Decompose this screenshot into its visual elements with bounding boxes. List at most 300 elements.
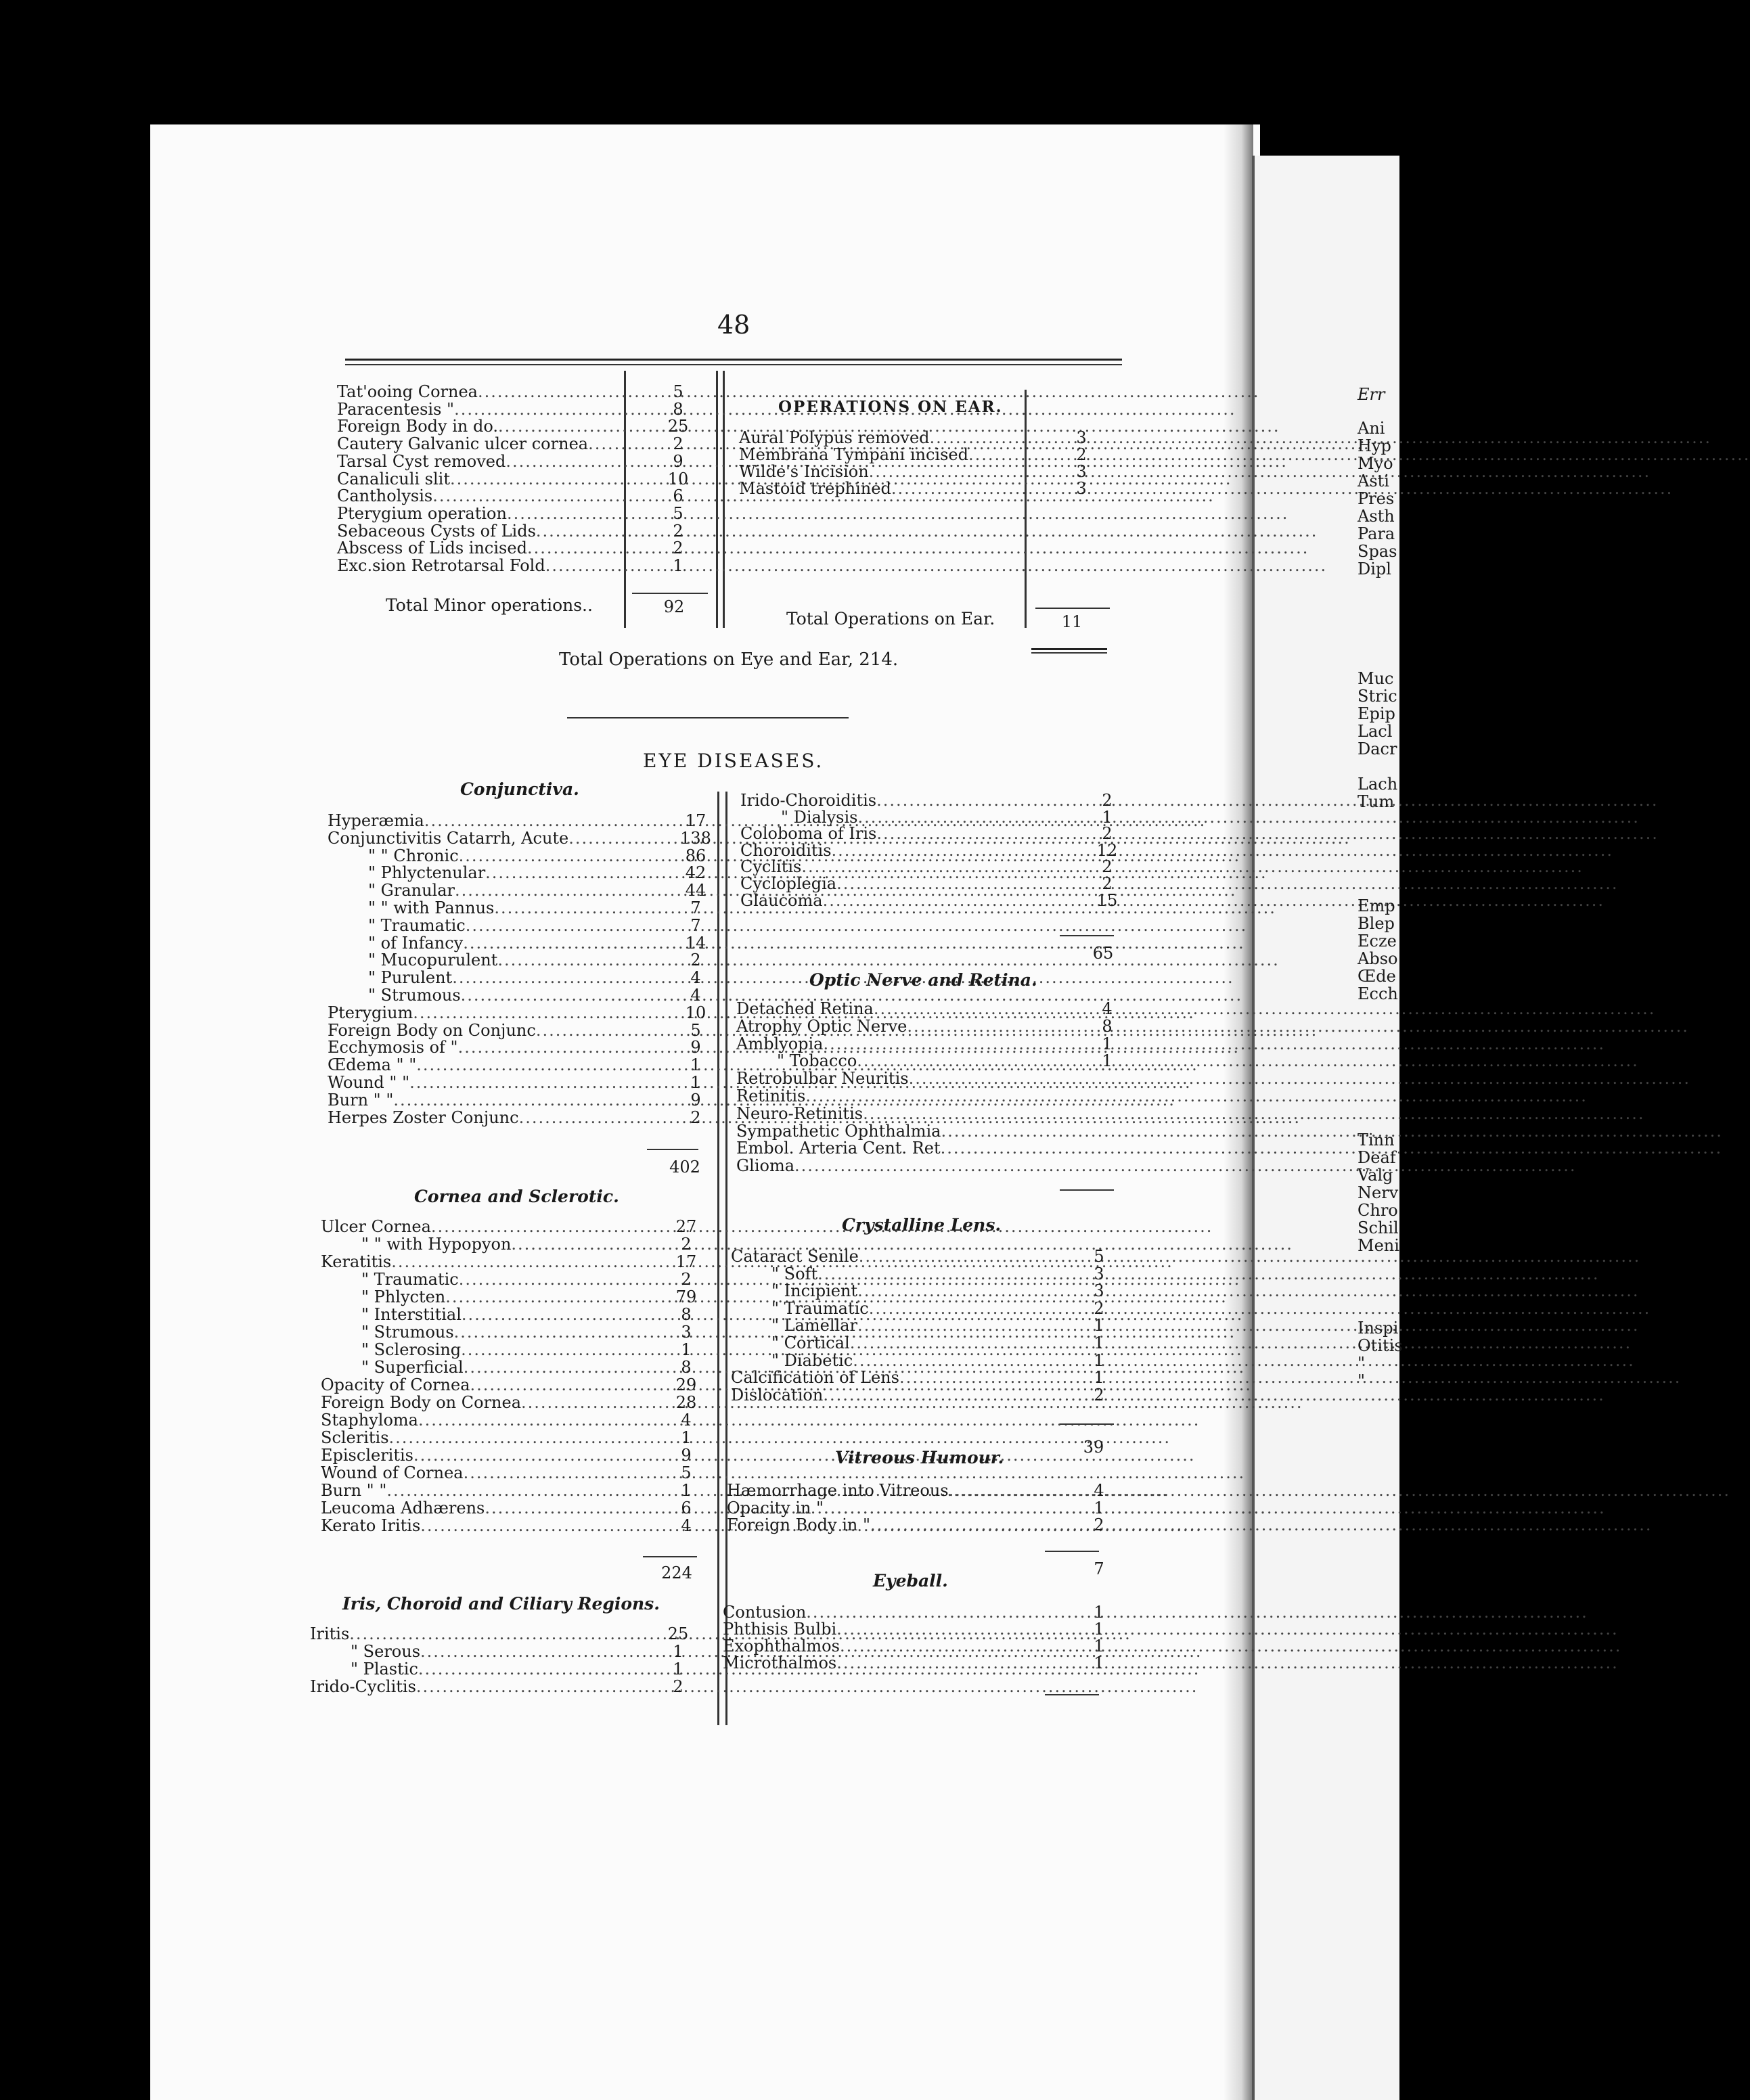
adjacent-page-fragment: Nerv xyxy=(1358,1183,1399,1202)
item-label: " Serous xyxy=(351,1642,421,1661)
list-item xyxy=(321,1359,642,1376)
dot-leader xyxy=(497,951,1279,969)
item-label: " Diabetic xyxy=(771,1350,853,1370)
item-label: Coloboma of Iris xyxy=(740,824,877,844)
list-item xyxy=(337,487,614,505)
list-item xyxy=(740,875,1061,892)
item-label: Burn " " xyxy=(328,1090,394,1110)
item-label: Exophthalmos xyxy=(723,1637,840,1656)
item-value: 2 xyxy=(681,1235,692,1254)
item-label: Conjunctivitis Catarrh, Acute xyxy=(328,828,569,848)
item-value: 1 xyxy=(673,1642,683,1661)
item-value: 7 xyxy=(690,898,701,917)
item-value: 3 xyxy=(1076,479,1087,498)
list-item xyxy=(328,1056,646,1074)
list-item xyxy=(740,858,1061,875)
item-label: Hyperæmia xyxy=(328,811,424,830)
list-item xyxy=(321,1482,642,1499)
dot-leader xyxy=(507,505,1288,522)
list-item xyxy=(328,986,646,1004)
item-label: Œdema " " xyxy=(328,1055,417,1075)
item-value: 7 xyxy=(690,915,701,935)
item-value: 79 xyxy=(675,1287,697,1306)
adjacent-page-fragment: Schil xyxy=(1358,1218,1399,1237)
item-label: Cautery Galvanic ulcer cornea xyxy=(337,434,589,454)
list-item xyxy=(731,1248,1053,1265)
adjacent-page-fragment: Dacr xyxy=(1358,739,1397,758)
dot-leader xyxy=(836,1654,1618,1672)
list-item xyxy=(337,470,614,488)
dot-leader xyxy=(859,1248,1640,1265)
dot-leader xyxy=(857,808,1639,826)
list-item xyxy=(736,1105,1058,1122)
dot-leader xyxy=(389,1429,1171,1446)
item-label: " Incipient xyxy=(771,1281,858,1301)
item-value: 86 xyxy=(685,846,706,865)
item-label: Foreign Body in do. xyxy=(337,417,499,436)
item-label: " of Infancy xyxy=(368,933,464,953)
item-value: 10 xyxy=(667,469,689,488)
eye-diseases-title: EYE DISEASES. xyxy=(643,750,824,772)
iris-total: 65 xyxy=(1092,944,1114,963)
item-label: Burn " " xyxy=(321,1481,387,1500)
item-label: Iritis xyxy=(310,1624,350,1643)
lens-total-rule xyxy=(1060,1423,1114,1425)
list-item xyxy=(328,864,646,882)
ear-double-rule-b xyxy=(1031,652,1107,654)
dot-leader xyxy=(840,1637,1621,1655)
list-item xyxy=(328,951,646,969)
list-item xyxy=(736,1070,1058,1087)
item-label: Contusion xyxy=(723,1603,807,1622)
list-item xyxy=(321,1394,642,1411)
item-label: " Sclerosing xyxy=(361,1340,462,1359)
list-item xyxy=(321,1253,642,1271)
dot-leader xyxy=(836,1620,1618,1638)
dot-leader xyxy=(949,1482,1730,1499)
item-label: " Purulent xyxy=(368,968,453,988)
item-label: Foreign Body in " xyxy=(727,1515,871,1535)
item-value: 2 xyxy=(1094,1515,1104,1535)
item-value: 5 xyxy=(681,1463,692,1482)
item-value: 42 xyxy=(685,863,706,883)
list-item xyxy=(337,539,614,557)
list-item xyxy=(736,1157,1058,1174)
adjacent-page-fragment: Tinn xyxy=(1358,1131,1395,1149)
adjacent-page-fragment: Valg xyxy=(1358,1166,1393,1185)
item-label: " Traumatic xyxy=(368,915,466,935)
item-value: 3 xyxy=(1076,428,1087,447)
list-item xyxy=(328,1109,646,1126)
adjacent-page-fragment: Para xyxy=(1358,524,1395,543)
adjacent-page-fragment: Deaf xyxy=(1358,1148,1396,1167)
list-item xyxy=(310,1678,635,1695)
adjacent-page-fragment: Myo xyxy=(1358,454,1393,473)
adjacent-page-fragment: Ecch xyxy=(1358,984,1398,1003)
item-label: Opacity in " xyxy=(727,1498,824,1517)
item-value: 2 xyxy=(1076,445,1087,464)
page-number: 48 xyxy=(717,310,750,340)
item-value: 6 xyxy=(681,1499,692,1517)
item-value: 1 xyxy=(1102,1051,1113,1071)
item-label: Aural Polypus removed xyxy=(739,428,930,447)
dot-leader xyxy=(823,892,1605,909)
item-label: " Strumous xyxy=(361,1323,454,1342)
item-label: Kerato Iritis xyxy=(321,1516,421,1535)
minor-total-label: Total Minor operations.. xyxy=(386,595,593,615)
dot-leader xyxy=(857,1282,1639,1300)
item-value: 9 xyxy=(690,1038,701,1057)
dot-leader xyxy=(805,1087,1587,1105)
item-value: 2 xyxy=(681,1270,692,1289)
list-item xyxy=(328,1038,646,1056)
list-item xyxy=(739,429,1015,447)
list-item xyxy=(328,899,646,917)
item-value: 1 xyxy=(1094,1637,1104,1656)
item-label: Hæmorrhage into Vitreous xyxy=(727,1481,949,1500)
ear-total-label: Total Operations on Ear. xyxy=(786,609,995,629)
dot-leader xyxy=(941,1139,1722,1157)
ear-double-rule xyxy=(1031,648,1107,650)
minor-total-rule xyxy=(632,593,708,594)
item-label: Wound of Cornea xyxy=(321,1463,464,1482)
item-value: 27 xyxy=(675,1217,697,1236)
item-label: Opacity of Cornea xyxy=(321,1375,470,1394)
list-item xyxy=(731,1369,1053,1386)
list-item xyxy=(328,917,646,934)
item-value: 10 xyxy=(685,1003,706,1022)
list-item xyxy=(739,463,1015,480)
grand-total: Total Operations on Eye and Ear, 214. xyxy=(559,649,899,670)
top-rule-inner xyxy=(345,364,1122,365)
adjacent-page-fragment: Err xyxy=(1358,385,1385,404)
adjacent-page-fragment: Lacl xyxy=(1358,722,1393,741)
item-label: " " Chronic xyxy=(368,846,459,865)
item-label: Phthisis Bulbi xyxy=(723,1620,837,1639)
item-label: Glioma xyxy=(736,1156,795,1176)
list-item xyxy=(328,1004,646,1022)
list-item xyxy=(731,1317,1053,1334)
item-value: 8 xyxy=(1102,1016,1113,1036)
item-label: " " with Pannus xyxy=(368,898,495,917)
item-value: 1 xyxy=(673,556,683,575)
ear-heading: OPERATIONS ON EAR. xyxy=(778,398,1003,416)
list-item xyxy=(727,1482,1050,1499)
vitreous-total: 7 xyxy=(1094,1559,1104,1578)
item-value: 17 xyxy=(675,1252,697,1271)
item-label: " Tobacco xyxy=(777,1051,857,1071)
item-value: 2 xyxy=(673,1677,683,1696)
item-value: 1 xyxy=(1094,1316,1104,1336)
item-label: Cantholysis xyxy=(337,486,433,506)
adjacent-page-fragment: Ecze xyxy=(1358,932,1397,951)
item-value: 1 xyxy=(681,1481,692,1500)
conjunctiva-total: 402 xyxy=(669,1158,700,1177)
list-item xyxy=(736,1087,1058,1105)
list-item xyxy=(321,1517,642,1534)
list-item xyxy=(740,792,1061,809)
list-item xyxy=(337,417,614,435)
list-item xyxy=(321,1499,642,1517)
item-label: " Lamellar xyxy=(771,1316,858,1336)
item-label: Foreign Body on Conjunc xyxy=(328,1020,536,1040)
dot-leader xyxy=(431,1218,1213,1235)
adjacent-page-fragment: Lach xyxy=(1358,775,1398,794)
adjacent-page-fragment: Dipl xyxy=(1358,560,1391,578)
list-item xyxy=(337,557,614,574)
cornea-total-rule xyxy=(643,1556,697,1557)
item-label: Leucoma Adhærens xyxy=(321,1499,485,1517)
item-value: 8 xyxy=(681,1358,692,1377)
adjacent-page-fragment: Asti xyxy=(1358,472,1389,490)
list-item xyxy=(740,825,1061,842)
dot-leader xyxy=(794,1157,1576,1174)
dot-leader xyxy=(869,1300,1651,1317)
eyeball-end-rule xyxy=(1045,1694,1099,1695)
item-label: " Traumatic xyxy=(771,1298,869,1318)
item-label: Detached Retina xyxy=(736,999,874,1018)
item-label: Scleritis xyxy=(321,1428,389,1447)
item-value: 2 xyxy=(673,539,683,558)
list-item xyxy=(321,1341,642,1359)
cornea-title: Cornea and Sclerotic. xyxy=(414,1187,619,1206)
item-value: 2 xyxy=(1102,857,1113,877)
item-label: Microthalmos xyxy=(723,1653,837,1672)
list-item xyxy=(731,1282,1053,1300)
item-label: " " with Hypopyon xyxy=(361,1235,512,1254)
dot-leader xyxy=(418,1411,1200,1429)
item-value: 1 xyxy=(681,1340,692,1359)
dot-leader xyxy=(536,522,1318,540)
item-label: " Traumatic xyxy=(361,1270,459,1289)
list-item xyxy=(723,1637,1046,1655)
conjunctiva-title: Conjunctiva. xyxy=(460,779,579,799)
adjacent-page-fragment: Œde xyxy=(1358,967,1396,986)
item-value: 1 xyxy=(690,1073,701,1092)
item-label: " Strumous xyxy=(368,986,461,1005)
list-item xyxy=(337,383,614,401)
conjunctiva-total-rule xyxy=(647,1149,698,1150)
item-value: 2 xyxy=(690,951,701,970)
dot-leader xyxy=(806,1603,1588,1621)
list-item xyxy=(321,1306,642,1323)
item-value: 4 xyxy=(681,1516,692,1535)
item-value: 1 xyxy=(1094,1350,1104,1370)
list-item xyxy=(337,453,614,470)
list-item xyxy=(328,882,646,899)
item-label: Herpes Zoster Conjunc xyxy=(328,1108,519,1127)
item-label: Staphyloma xyxy=(321,1411,418,1430)
item-value: 3 xyxy=(1094,1281,1104,1301)
optic-total-rule xyxy=(1060,1189,1114,1191)
dot-leader xyxy=(824,1499,1605,1517)
item-value: 9 xyxy=(690,1090,701,1110)
item-value: 1 xyxy=(1094,1653,1104,1672)
list-item xyxy=(321,1235,642,1253)
dot-leader xyxy=(416,1678,1198,1695)
item-value: 12 xyxy=(1096,840,1118,860)
ear-total-value: 11 xyxy=(1061,612,1083,631)
item-value: 4 xyxy=(690,986,701,1005)
vitreous-title: Vitreous Humour. xyxy=(835,1448,1004,1467)
item-value: 2 xyxy=(1102,874,1113,893)
item-value: 9 xyxy=(681,1446,692,1465)
minor-total-value: 92 xyxy=(663,597,685,616)
list-item xyxy=(328,1091,646,1109)
item-label: Episcleritis xyxy=(321,1446,413,1465)
item-value: 1 xyxy=(1094,1603,1104,1622)
item-label: Ulcer Cornea xyxy=(321,1217,431,1236)
adjacent-page-fragment: Abso xyxy=(1358,949,1398,968)
item-label: Pterygium xyxy=(328,1003,413,1022)
item-label: Calcification of Lens xyxy=(731,1368,899,1388)
adjacent-page-fragment: Otitis xyxy=(1358,1336,1403,1355)
list-item xyxy=(731,1334,1053,1352)
item-value: 8 xyxy=(681,1305,692,1324)
item-label: Retinitis xyxy=(736,1087,806,1105)
eyeball-title: Eyeball. xyxy=(873,1571,948,1591)
item-value: 1 xyxy=(1102,807,1113,827)
dot-leader xyxy=(857,1052,1638,1070)
list-item xyxy=(736,1035,1058,1053)
item-label: " Plastic xyxy=(351,1660,418,1679)
item-value: 1 xyxy=(681,1428,692,1447)
item-label: Irido-Cyclitis xyxy=(310,1677,416,1696)
list-item xyxy=(321,1464,642,1482)
item-label: Cataract Senile xyxy=(731,1247,859,1266)
list-item xyxy=(337,522,614,540)
item-value: 3 xyxy=(681,1323,692,1342)
list-item xyxy=(328,1074,646,1091)
list-item xyxy=(328,847,646,865)
item-label: Retrobulbar Neuritis xyxy=(736,1069,909,1089)
iris-title: Iris, Choroid and Ciliary Regions. xyxy=(342,1594,660,1614)
item-label: Wound " " xyxy=(328,1073,410,1092)
item-label: " Phlycten xyxy=(361,1287,446,1306)
item-label: Glaucoma xyxy=(740,890,823,910)
list-item xyxy=(736,1018,1058,1035)
item-value: 25 xyxy=(667,417,689,436)
item-label: " Phlyctenular xyxy=(368,863,486,883)
list-item xyxy=(723,1620,1046,1638)
item-value: 17 xyxy=(685,811,706,830)
adjacent-page-fragment: Muc xyxy=(1358,669,1394,688)
list-item xyxy=(736,1052,1058,1070)
dot-leader xyxy=(527,539,1309,557)
item-label: Cyclitis xyxy=(740,857,802,877)
item-label: Exc.sion Retrotarsal Fold xyxy=(337,556,545,575)
item-value: 2 xyxy=(1094,1298,1104,1318)
list-item xyxy=(321,1323,642,1341)
list-item xyxy=(328,829,646,847)
list-item xyxy=(328,1022,646,1039)
dot-leader xyxy=(899,1369,1681,1386)
list-item xyxy=(740,842,1061,859)
item-label: Dislocation xyxy=(731,1385,824,1405)
dot-leader xyxy=(891,480,1673,497)
list-item xyxy=(321,1376,642,1394)
adjacent-page-fragment: " xyxy=(1358,1354,1366,1373)
item-value: 5 xyxy=(673,382,683,401)
ear-total-rule xyxy=(1035,608,1110,609)
item-label: Tarsal Cyst removed xyxy=(337,451,506,471)
item-value: 8 xyxy=(673,399,683,419)
dot-leader xyxy=(463,934,1244,952)
list-item xyxy=(740,892,1061,909)
item-value: 3 xyxy=(1076,462,1087,481)
list-item xyxy=(727,1516,1050,1534)
list-item xyxy=(310,1643,635,1660)
item-label: Tat'ooing Cornea xyxy=(337,382,478,401)
item-label: Neuro-Retinitis xyxy=(736,1103,863,1123)
item-label: " Granular xyxy=(368,881,455,900)
list-item xyxy=(310,1625,635,1643)
optic-title: Optic Nerve and Retina. xyxy=(809,970,1037,990)
adjacent-page-fragment: Stric xyxy=(1358,687,1397,706)
vitreous-total-rule xyxy=(1045,1551,1099,1552)
dot-leader xyxy=(466,917,1247,934)
item-value: 44 xyxy=(685,881,706,900)
dot-leader xyxy=(876,825,1658,842)
item-label: " Cortical xyxy=(771,1333,850,1352)
item-label: " Mucopurulent xyxy=(368,951,498,970)
item-value: 29 xyxy=(675,1375,697,1394)
item-value: 1 xyxy=(1102,1034,1113,1053)
dot-leader xyxy=(930,429,1711,447)
item-label: Cycloplegia xyxy=(740,874,837,893)
list-item xyxy=(321,1288,642,1306)
item-label: " Dialysis xyxy=(781,807,858,827)
adjacent-page-fragment: Chro xyxy=(1358,1201,1398,1220)
item-value: 4 xyxy=(681,1411,692,1430)
item-value: 6 xyxy=(673,486,683,506)
list-item xyxy=(727,1499,1050,1517)
item-label: " Superficial xyxy=(361,1358,464,1377)
adjacent-page-fragment: Emp xyxy=(1358,896,1395,915)
list-item xyxy=(337,505,614,522)
item-value: 2 xyxy=(673,434,683,454)
item-label: Amblyopia xyxy=(736,1034,824,1053)
cornea-total: 224 xyxy=(661,1563,692,1582)
item-value: 2 xyxy=(690,1108,701,1127)
dot-leader xyxy=(850,1334,1632,1352)
dot-leader xyxy=(823,1035,1605,1053)
adjacent-page-fragment: Blep xyxy=(1358,914,1395,933)
list-item xyxy=(731,1300,1053,1317)
item-value: 2 xyxy=(1102,791,1113,810)
dot-leader xyxy=(870,1516,1652,1534)
item-value: 25 xyxy=(667,1624,689,1643)
item-label: Choroiditis xyxy=(740,840,832,860)
item-value: 4 xyxy=(1102,999,1113,1018)
item-label: Sympathetic Ophthalmia xyxy=(736,1121,941,1141)
adjacent-page-fragment: Asth xyxy=(1358,507,1395,526)
list-item xyxy=(736,1139,1058,1157)
item-label: " Soft xyxy=(771,1264,818,1283)
item-value: 138 xyxy=(680,828,711,848)
list-item xyxy=(337,401,614,418)
list-item xyxy=(337,435,614,453)
list-item xyxy=(731,1265,1053,1283)
list-item xyxy=(739,446,1015,463)
list-item xyxy=(321,1271,642,1288)
item-value: 15 xyxy=(1096,890,1118,910)
item-value: 1 xyxy=(1094,1368,1104,1388)
adjacent-page-fragment: Spas xyxy=(1358,542,1397,561)
item-label: Mastoid trephined xyxy=(739,479,891,498)
dot-leader xyxy=(907,1018,1688,1035)
lens-title: Crystalline Lens. xyxy=(842,1215,1002,1235)
